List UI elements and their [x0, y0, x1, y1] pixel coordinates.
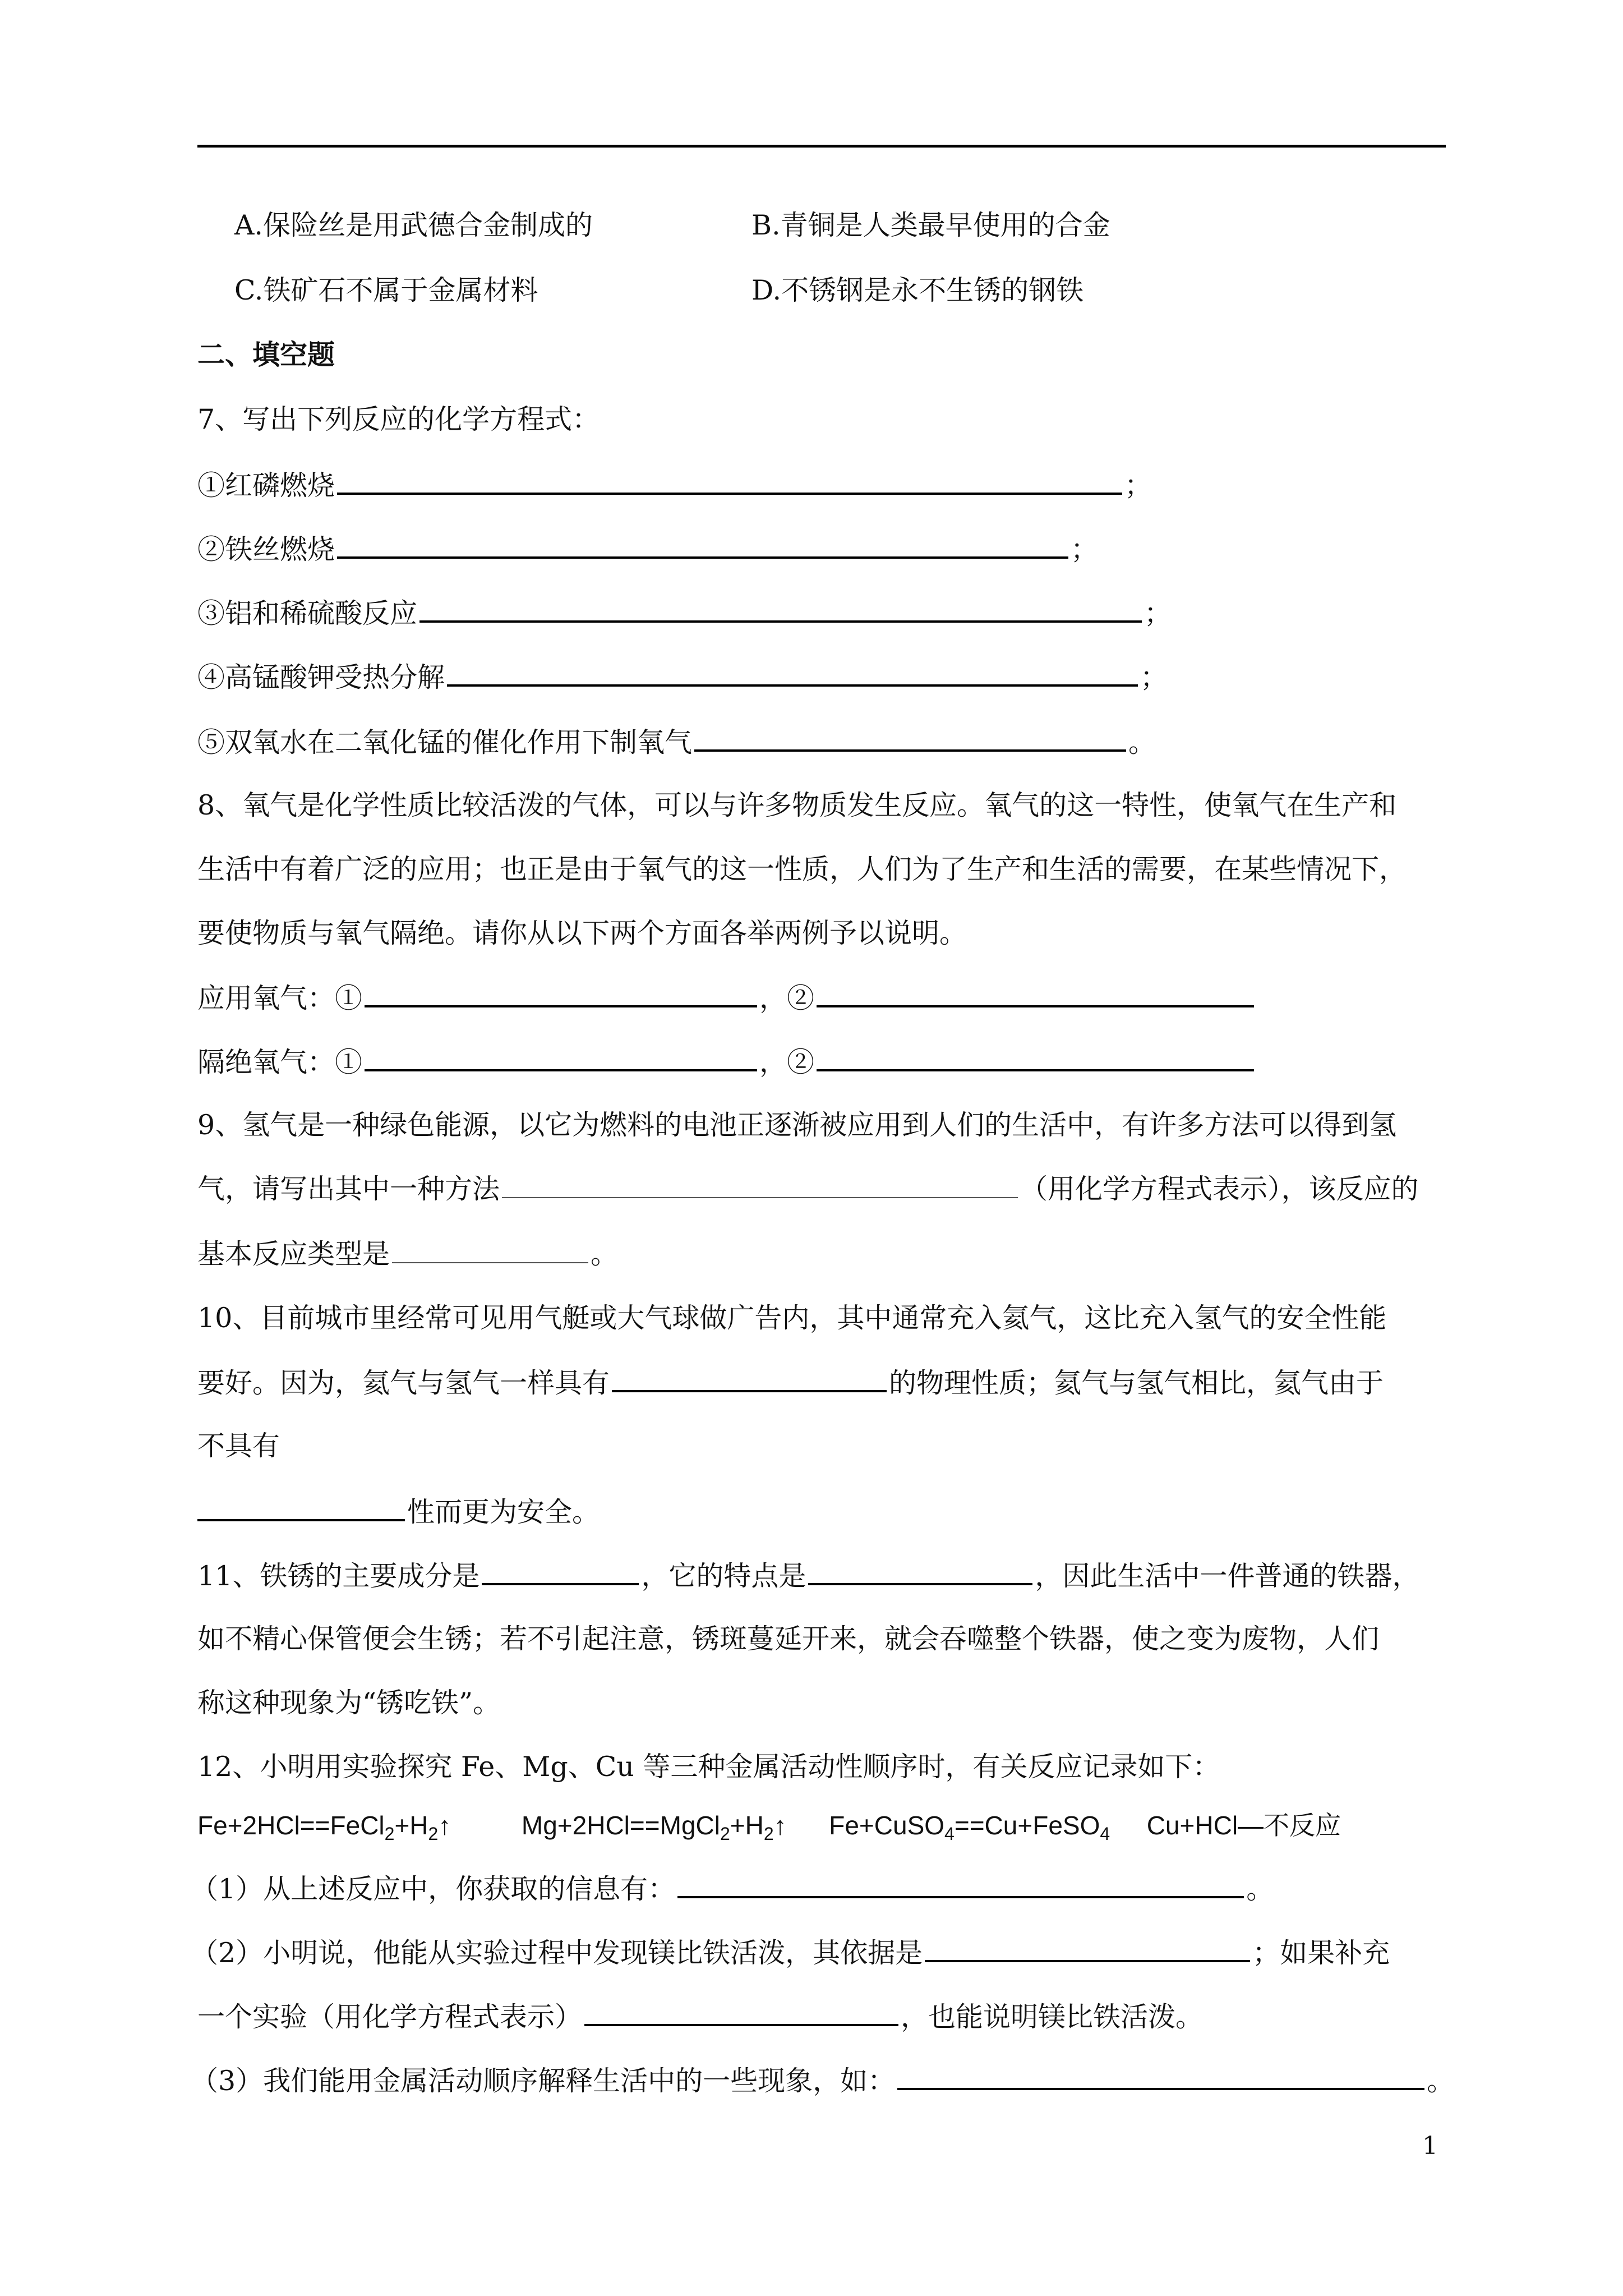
answer-blank[interactable]: [694, 724, 1126, 752]
q8-isolate-row: [197, 1043, 1256, 1079]
q10-text: 性而更为安全。: [407, 1496, 600, 1528]
q8-line-3: 要使物质与氧气隔绝。请你从以下两个方面各举两例予以说明。: [197, 917, 967, 949]
q7-item-5: [197, 724, 1156, 760]
section-title: 二、填空题: [197, 338, 335, 371]
q12-text: （2）小明说，他能从实验过程中发现镁比铁活泼，其依据是: [191, 1937, 923, 1969]
q9-text: 气，请写出其中一种方法: [197, 1173, 500, 1205]
q10-line-1: 10、目前城市里经常可见用气艇或大气球做广告内，其中通常充入氦气，这比充入氢气的安全性能: [197, 1302, 1387, 1334]
q8-apply-row: [197, 979, 1256, 1015]
answer-blank[interactable]: [817, 1043, 1254, 1071]
q7-item-3: [197, 595, 1172, 631]
punct: 。: [1128, 726, 1156, 758]
answer-blank[interactable]: [677, 1870, 1244, 1898]
q8-isolate-label: 隔绝氧气：①: [197, 1046, 363, 1078]
q10-text: 的物理性质；氦气与氢气相比，氦气由于: [889, 1367, 1384, 1399]
q10-line-3: 不具有: [197, 1430, 280, 1462]
option-c: C.铁矿石不属于金属材料: [234, 274, 538, 306]
answer-blank[interactable]: [817, 979, 1254, 1007]
q10-line-2: [197, 1364, 1384, 1400]
answer-blank[interactable]: [612, 1364, 887, 1392]
equation-2: $Mg+2HCl==MgCl_2+H_2↑$: [521, 1811, 787, 1844]
answer-blank[interactable]: [365, 1043, 757, 1071]
equation-4: Cu+HCl—不反应: [1146, 1811, 1341, 1840]
answer-blank[interactable]: [584, 1998, 898, 2026]
answer-blank[interactable]: [392, 1236, 588, 1263]
answer-blank[interactable]: [897, 2062, 1424, 2090]
q7-item-label: ②铁丝燃烧: [197, 533, 335, 565]
q7-item-label: ①红磷燃烧: [197, 470, 335, 501]
answer-blank[interactable]: [502, 1171, 1018, 1198]
q9-line-1: 9、氢气是一种绿色能源，以它为燃料的电池正逐渐被应用到人们的生活中，有许多方法可以得到氢: [197, 1109, 1397, 1141]
answer-blank[interactable]: [925, 1934, 1250, 1962]
q9-line-2: [197, 1171, 1419, 1207]
equation-3: Fe+CuSO$_4$==Cu+FeSO$_4$: [829, 1811, 1110, 1844]
q12-text: （3）我们能用金属活动顺序解释生活中的一些现象，如：: [191, 2065, 896, 2097]
q9-text: 。: [591, 1238, 619, 1270]
q12-part-1: [191, 1870, 1274, 1906]
q10-text: 要好。因为，氦气与氢气一样具有: [197, 1367, 610, 1399]
option-d: D.不锈钢是永不生锈的钢铁: [751, 274, 1084, 306]
q8-mid-label: ，②: [759, 1046, 815, 1078]
q12-text: 一个实验（用化学方程式表示）: [197, 2001, 583, 2033]
q8-line-1: 8、氧气是化学性质比较活泼的气体，可以与许多物质发生反应。氧气的这一特性，使氧气在生产和: [197, 789, 1397, 821]
q7-item-label: ⑤双氧水在二氧化锰的催化作用下制氧气: [197, 726, 693, 758]
answer-blank[interactable]: [419, 595, 1142, 623]
q7-stem: 7、写出下列反应的化学方程式：: [197, 403, 600, 435]
q9-text: 基本反应类型是: [197, 1238, 390, 1270]
equation-1: $Fe+2HCl==FeCl_2+H_2↑$: [197, 1811, 451, 1844]
answer-blank[interactable]: [808, 1557, 1032, 1585]
punct: ；: [1144, 597, 1172, 629]
q8-line-2: 生活中有着广泛的应用；也正是由于氧气的这一性质，人们为了生产和生活的需要，在某些情况下，: [197, 853, 1407, 885]
answer-blank[interactable]: [197, 1493, 405, 1521]
answer-blank[interactable]: [482, 1557, 639, 1585]
header-rule: [197, 145, 1446, 148]
q11-line-1: [197, 1557, 1419, 1593]
q11-line-3: 称这种现象为“锈吃铁”。: [197, 1687, 501, 1719]
q11-text: ，因此生活中一件普通的铁器，: [1035, 1560, 1420, 1592]
q8-apply-label: 应用氧气：①: [197, 982, 363, 1014]
q7-item-label: ③铝和稀硫酸反应: [197, 597, 418, 629]
q12-text: ；如果补充: [1252, 1937, 1390, 1969]
punct: ；: [1124, 470, 1152, 501]
answer-blank[interactable]: [337, 531, 1068, 559]
q12-stem: 12、小明用实验探究 Fe、Mg、Cu 等三种金属活动性顺序时，有关反应记录如下：: [197, 1751, 1220, 1783]
punct: ；: [1071, 533, 1099, 565]
answer-blank[interactable]: [365, 979, 757, 1007]
q7-item-1: [197, 467, 1152, 503]
option-b: B.青铜是人类最早使用的合金: [751, 209, 1110, 241]
q9-text: （用化学方程式表示），该反应的: [1020, 1173, 1419, 1205]
q7-item-2: [197, 531, 1098, 567]
q12-equations: [197, 1807, 1341, 1843]
answer-blank[interactable]: [337, 467, 1122, 495]
q12-text: 。: [1246, 1873, 1274, 1905]
q11-text: 11、铁锈的主要成分是: [197, 1560, 480, 1592]
answer-blank[interactable]: [447, 659, 1138, 687]
q12-text: （1）从上述反应中，你获取的信息有：: [191, 1873, 676, 1905]
q7-item-4: [197, 659, 1168, 694]
q12-part-3: [191, 2062, 1454, 2098]
q12-text: 。: [1427, 2065, 1455, 2097]
page-number: 1: [1422, 2132, 1438, 2160]
q10-line-4: [197, 1493, 600, 1529]
punct: ；: [1140, 661, 1168, 693]
q8-mid-label: ，②: [759, 982, 815, 1014]
option-a: A.保险丝是用武德合金制成的: [234, 209, 593, 241]
q12-part-2-cont: [197, 1998, 1203, 2034]
q9-line-3: [197, 1236, 618, 1272]
q7-item-label: ④高锰酸钾受热分解: [197, 661, 445, 693]
q11-text: ，它的特点是: [641, 1560, 806, 1592]
q12-text: ，也能说明镁比铁活泼。: [901, 2001, 1204, 2033]
q11-line-2: 如不精心保管便会生锈；若不引起注意，锈斑蔓延开来，就会吞噬整个铁器，使之变为废物，人们: [197, 1623, 1380, 1655]
q12-part-2: [191, 1934, 1390, 1970]
